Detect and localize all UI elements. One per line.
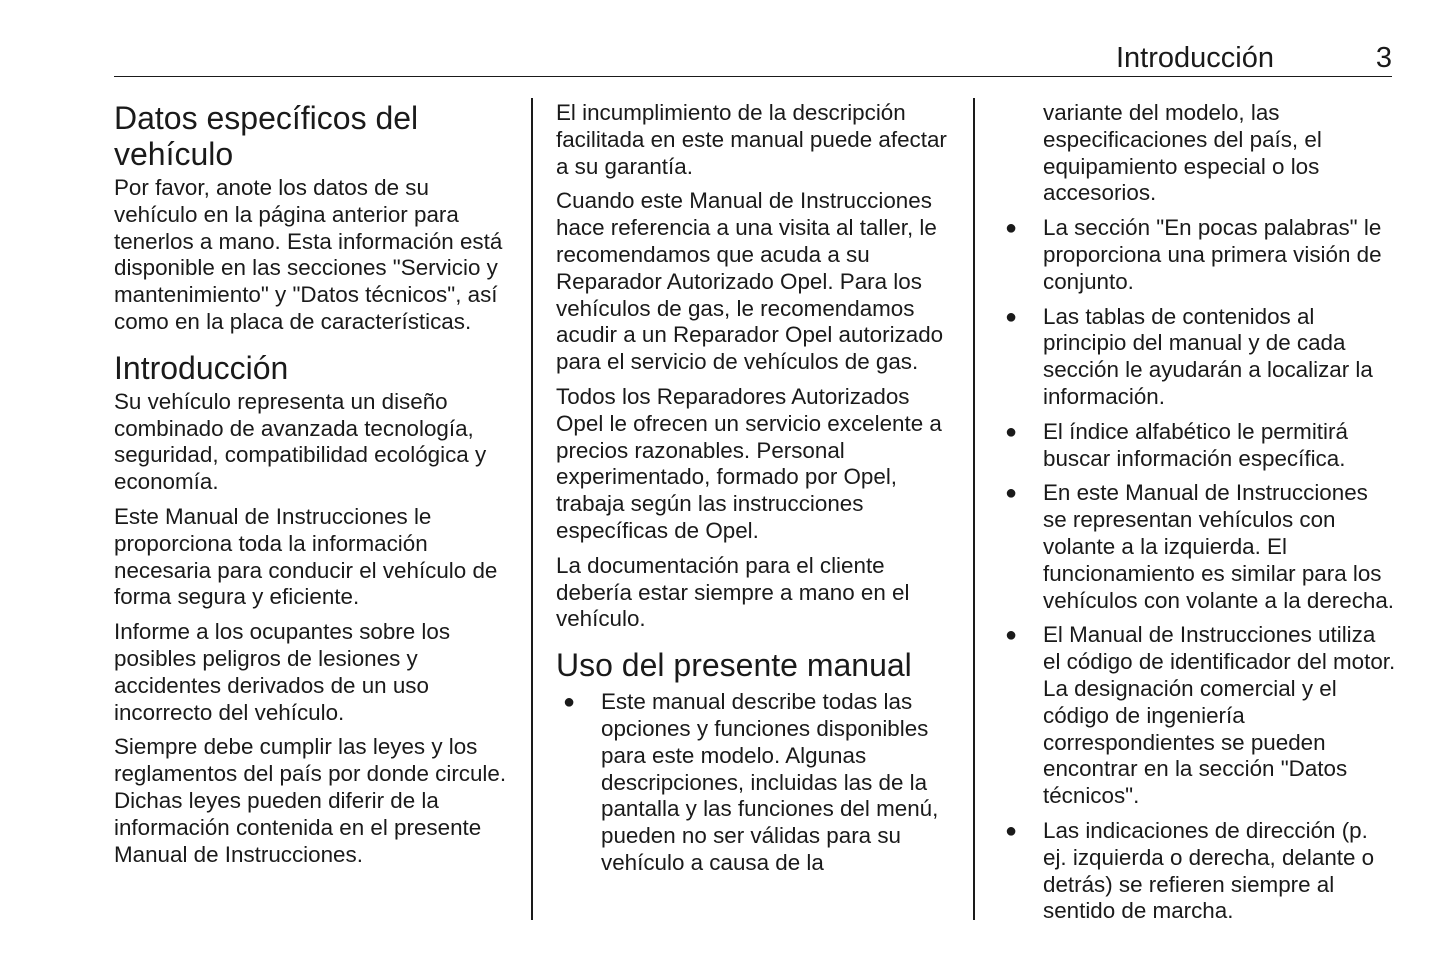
- section-heading: Uso del presente manual: [556, 647, 912, 684]
- column-right: [1004, 100, 1396, 933]
- column-middle: [556, 100, 952, 885]
- paragraph: Por favor, anote los datos de su vehículo en la página anterior para tenerlos a mano. Esta información está disponible en las secciones "Servicio y mantenimiento" y "Datos técnicos", así como en la placa de características.: [114, 175, 503, 334]
- paragraph: Su vehículo representa un diseño combinado de avanzada tecnología, seguridad, compatibilidad ecológica y economía.: [114, 388, 487, 495]
- list-item: [1004, 818, 1396, 925]
- list-item: [556, 689, 952, 877]
- list-item: [1004, 304, 1396, 411]
- bullet-icon: ●: [1005, 624, 1018, 647]
- bullet-icon: ●: [1005, 819, 1018, 842]
- paragraph: La documentación para el cliente debería estar siempre a mano en el vehículo.: [556, 552, 910, 632]
- list-item-text: En este Manual de Instrucciones se representan vehículos con volante a la izquierda. El funcionamiento es similar para los vehículos con volante a la derecha.: [1043, 480, 1395, 613]
- list-item-text: El Manual de Instrucciones utiliza el código de identificador del motor. La designación comercial y el código de ingeniería correspondientes se pueden encontrar en la sección "Datos técnicos".: [1043, 622, 1396, 809]
- bullet-list: [556, 689, 952, 877]
- bullet-list: [1004, 215, 1396, 925]
- list-item: [1004, 622, 1396, 810]
- bullet-icon: ●: [1005, 305, 1018, 328]
- paragraph: El incumplimiento de la descripción facilitada en este manual puede afectar a su garantía.: [556, 100, 947, 179]
- list-item-continuation: variante del modelo, las especificaciones del país, el equipamiento especial o los accesorios.: [1043, 100, 1322, 206]
- page-header: [114, 40, 1392, 77]
- list-item-text: El índice alfabético le permitirá buscar información específica.: [1043, 418, 1348, 471]
- section-heading: Introducción: [114, 349, 289, 386]
- page-number: 3: [1375, 42, 1392, 74]
- paragraph: Todos los Reparadores Autorizados Opel le ofrecen un servicio excelente a precios razonables. Personal experimentado, formado por Opel, trabaja según las instrucciones específicas de Opel.: [556, 383, 942, 543]
- list-item-text: Las indicaciones de dirección (p. ej. izquierda o derecha, delante o detrás) se refieren siempre al sentido de marcha.: [1043, 817, 1375, 924]
- header-title: Introducción: [1116, 42, 1274, 74]
- column-divider: [531, 98, 533, 920]
- list-item-text: Las tablas de contenidos al principio del manual y de cada sección le ayudarán a localizar la información.: [1043, 303, 1373, 409]
- bullet-icon: ●: [1005, 482, 1018, 505]
- list-item-text: Este manual describe todas las opciones y funciones disponibles para este modelo. Algunas descripciones, incluidas las de la pantalla y las funciones del menú, pueden no ser válidas para su vehículo a causa de la: [601, 689, 939, 875]
- bullet-icon: ●: [563, 691, 576, 714]
- list-item: [1004, 480, 1396, 614]
- bullet-icon: ●: [1005, 420, 1018, 443]
- paragraph: Este Manual de Instrucciones le proporciona toda la información necesaria para conducir el vehículo de forma segura y eficiente.: [114, 503, 498, 610]
- column-divider: [973, 98, 975, 920]
- list-item: [1004, 215, 1396, 295]
- list-item: [1004, 419, 1396, 473]
- list-item-text: La sección "En pocas palabras" le proporciona una primera visión de conjunto.: [1043, 215, 1382, 294]
- paragraph: Siempre debe cumplir las leyes y los reglamentos del país por donde circule. Dichas leyes pueden diferir de la información contenida en el presente Manual de Instrucciones.: [114, 734, 507, 867]
- paragraph: Informe a los ocupantes sobre los posibles peligros de lesiones y accidentes derivados de un uso incorrecto del vehículo.: [114, 619, 451, 725]
- paragraph: Cuando este Manual de Instrucciones hace referencia a una visita al taller, le recomendamos que acuda a su Reparador Autorizado Opel. Para los vehículos de gas, le recomendamos acudir a un Reparador Opel autorizado para el servicio de vehículos de gas.: [556, 188, 944, 375]
- column-left: [114, 100, 512, 876]
- section-heading: Datos específicos del vehículo: [114, 100, 419, 172]
- bullet-icon: ●: [1005, 217, 1018, 240]
